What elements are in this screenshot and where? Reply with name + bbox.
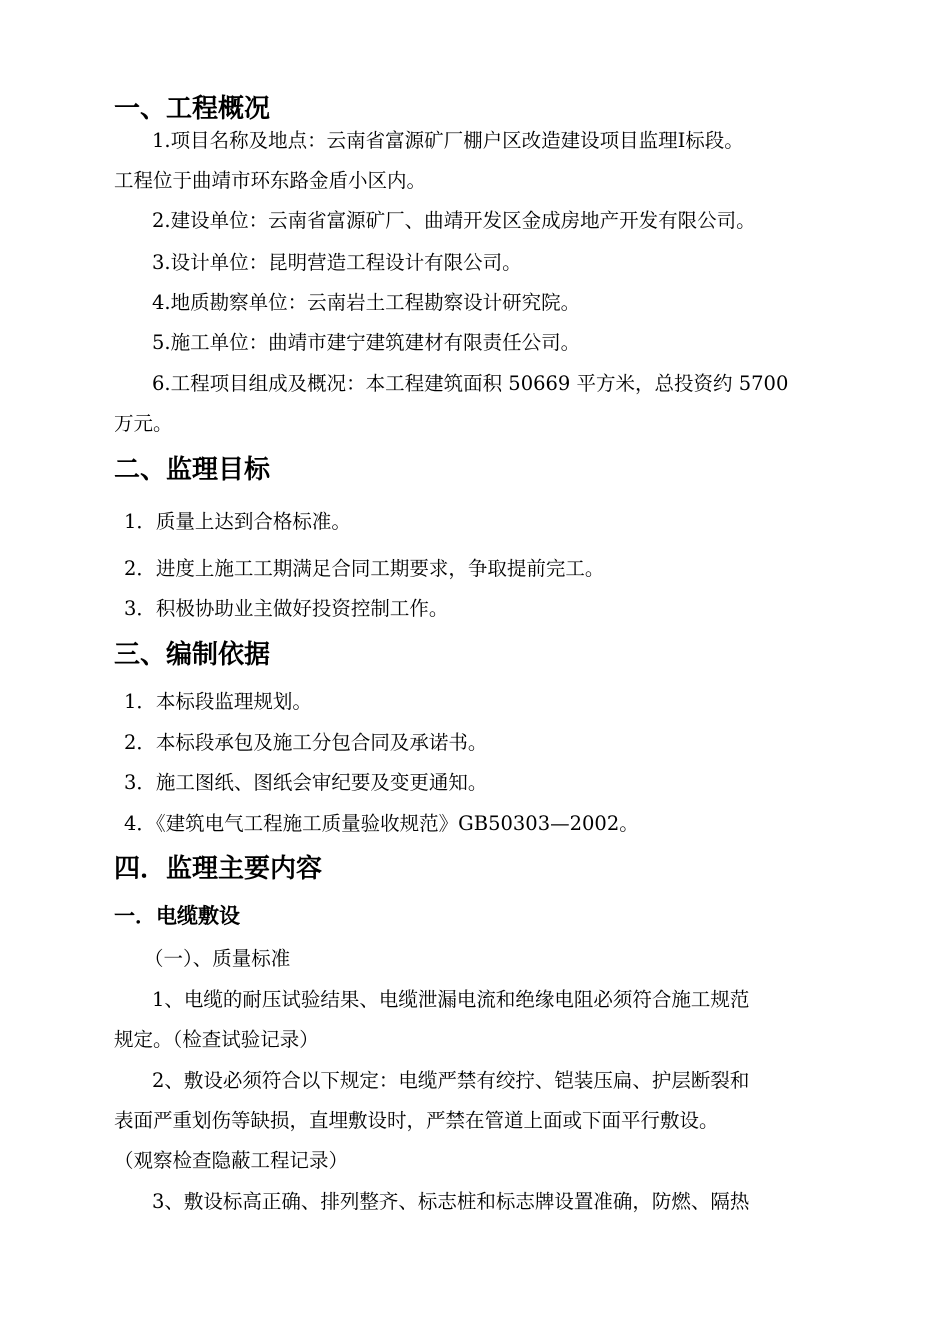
basis-item-2: 2．本标段承包及施工分包合同及承诺书。 <box>124 731 488 754</box>
overview-item-1-line-1: 1.项目名称及地点：云南省富源矿厂棚户区改造建设项目监理Ⅰ标段。 <box>152 129 744 152</box>
content-p1-line-2: 规定。（检查试验记录） <box>114 1028 319 1051</box>
heading-basis: 三、编制依据 <box>114 640 271 670</box>
content-p3-line-1: 3、敷设标高正确、排列整齐、标志桩和标志牌设置准确，防燃、隔热 <box>152 1190 750 1213</box>
goals-item-2: 2．进度上施工工期满足合同工期要求，争取提前完工。 <box>124 557 605 580</box>
overview-item-4: 4.地质勘察单位：云南岩土工程勘察设计研究院。 <box>152 291 581 314</box>
content-p1-line-1: 1、电缆的耐压试验结果、电缆泄漏电流和绝缘电阻必须符合施工规范 <box>152 988 750 1011</box>
overview-item-1-line-2: 工程位于曲靖市环东路金盾小区内。 <box>114 169 427 192</box>
content-p2-line-1: 2、敷设必须符合以下规定：电缆严禁有绞拧、铠装压扁、护层断裂和 <box>152 1069 750 1092</box>
heading-content: 四．监理主要内容 <box>114 854 323 884</box>
overview-item-6-line-1: 6.工程项目组成及概况：本工程建筑面积 50669 平方米，总投资约 5700 <box>152 372 789 395</box>
quality-standard-title: （一）、质量标准 <box>144 947 291 970</box>
heading-overview: 一、工程概况 <box>114 94 271 124</box>
goals-item-3: 3．积极协助业主做好投资控制工作。 <box>124 597 449 620</box>
content-p2-line-3: （观察检查隐蔽工程记录） <box>114 1149 349 1172</box>
overview-item-2: 2.建设单位：云南省富源矿厂、曲靖开发区金成房地产开发有限公司。 <box>152 209 756 232</box>
overview-item-3: 3.设计单位：昆明营造工程设计有限公司。 <box>152 251 522 274</box>
basis-item-1: 1．本标段监理规划。 <box>124 690 312 713</box>
basis-item-4: 4．《建筑电气工程施工质量验收规范》GB50303—2002。 <box>124 812 639 835</box>
overview-item-6-line-2: 万元。 <box>114 412 173 435</box>
content-p2-line-2: 表面严重划伤等缺损，直埋敷设时，严禁在管道上面或下面平行敷设。 <box>114 1109 719 1132</box>
goals-item-1: 1．质量上达到合格标准。 <box>124 510 351 533</box>
heading-goals: 二、监理目标 <box>114 455 271 485</box>
subheading-cable-laying: 一．电缆敷设 <box>114 904 240 928</box>
basis-item-3: 3．施工图纸、图纸会审纪要及变更通知。 <box>124 771 488 794</box>
overview-item-5: 5.施工单位：曲靖市建宁建筑建材有限责任公司。 <box>152 331 581 354</box>
